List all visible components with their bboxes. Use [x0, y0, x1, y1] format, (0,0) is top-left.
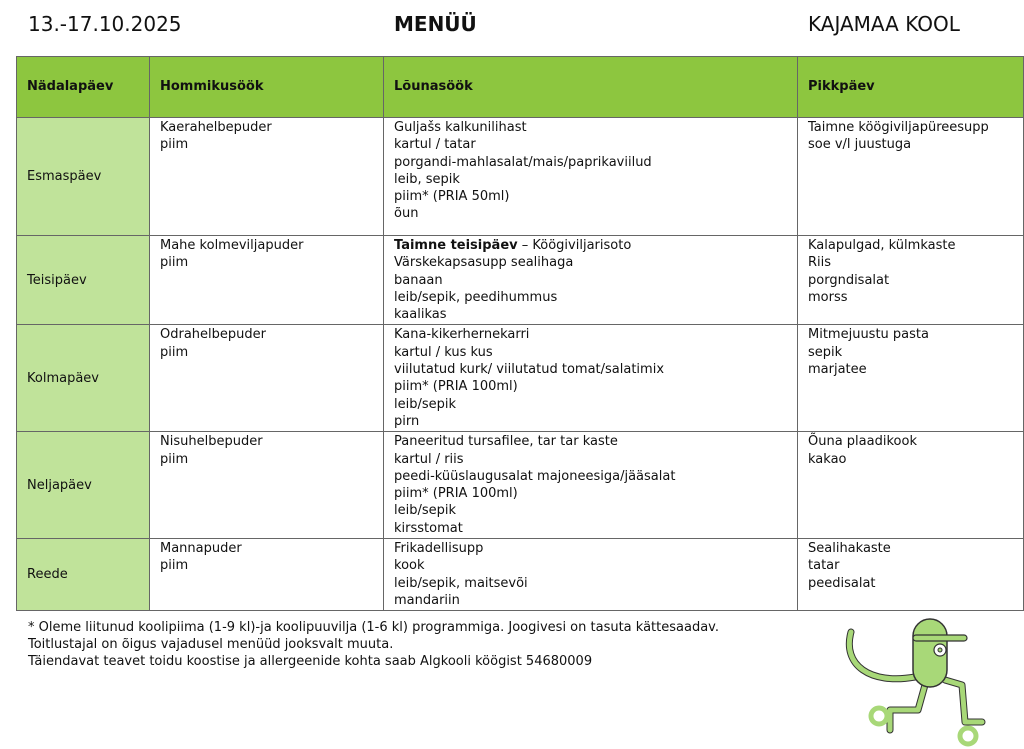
- menu-item: leib, sepik: [394, 171, 460, 187]
- menu-item: Taimne köögiviljapüreesupp: [808, 120, 989, 135]
- menu-item: Kana-kikerhernekarri: [394, 327, 530, 343]
- menu-item: kartul / riis: [394, 451, 464, 467]
- menu-item: Mitmejuustu pasta: [808, 327, 929, 343]
- lunch-cell: [384, 539, 798, 611]
- afternoon-cell: [798, 236, 1024, 325]
- table-header-row: [17, 57, 1024, 118]
- menu-item: Värskekapsasupp sealihaga: [394, 255, 574, 271]
- day-cell: Reede: [17, 539, 150, 611]
- menu-item: [394, 237, 787, 254]
- menu-item: leib/sepik: [394, 503, 457, 519]
- menu-item: banaan: [394, 272, 443, 288]
- menu-item: piim: [160, 137, 189, 153]
- menu-item: marjatee: [808, 362, 867, 378]
- afternoon-cell: [798, 118, 1024, 236]
- menu-item: leib/sepik, peedihummus: [394, 289, 558, 305]
- afternoon-cell: [798, 325, 1024, 432]
- menu-item: kirsstomat: [394, 520, 463, 536]
- breakfast-cell: [150, 432, 384, 539]
- lunch-cell: [384, 236, 798, 325]
- menu-date-range: 13.-17.10.2025: [28, 12, 182, 36]
- mascot-illustration: [830, 605, 1020, 749]
- menu-item: Paneeritud tursafilee, tar tar kaste: [394, 434, 618, 450]
- menu-item: piim: [160, 451, 189, 467]
- menu-item: Guljašs kalkunilihast: [394, 120, 527, 135]
- column-header: Nädalapäev: [17, 57, 150, 118]
- afternoon-cell: [798, 432, 1024, 539]
- table-row: [17, 539, 1024, 611]
- day-cell: Neljapäev: [17, 432, 150, 539]
- footnotes: [28, 619, 719, 670]
- menu-item: peedi-küüslaugusalat majoneesiga/jääsalat: [394, 468, 676, 484]
- day-cell: Teisipäev: [17, 236, 150, 325]
- menu-item: mandariin: [394, 592, 460, 608]
- menu-item: piim: [160, 558, 189, 574]
- menu-item: Riis: [808, 255, 832, 271]
- menu-item: Sealihakaste: [808, 541, 891, 557]
- afternoon-cell: [798, 539, 1024, 611]
- menu-item: Kalapulgad, külmkaste: [808, 238, 956, 253]
- menu-table: [16, 56, 1024, 611]
- menu-item: Odrahelbepuder: [160, 327, 266, 343]
- menu-item: õun: [394, 206, 419, 222]
- footnote: * Oleme liitunud koolipiima (1-9 kl)-ja koolipuuvilja (1-6 kl) programmiga. Joogivesi on tasuta kättesaadav.: [28, 620, 719, 635]
- menu-item: kartul / kus kus: [394, 344, 493, 360]
- lunch-cell: [384, 325, 798, 432]
- footnote: Täiendavat teavet toidu koostise ja allergeenide kohta saab Algkooli köögist 54680009: [28, 654, 593, 669]
- column-header: Pikkpäev: [798, 57, 1024, 118]
- menu-item: Nisuhelbepuder: [160, 434, 263, 450]
- menu-item: Frikadellisupp: [394, 541, 484, 557]
- menu-item: piim* (PRIA 100ml): [394, 486, 518, 502]
- menu-item: peedisalat: [808, 575, 876, 591]
- menu-item: kook: [394, 558, 425, 574]
- menu-item: Mannapuder: [160, 541, 242, 557]
- menu-item-text: – Köögiviljarisoto: [517, 238, 632, 253]
- menu-item: leib/sepik: [394, 396, 457, 412]
- menu-item: piim: [160, 255, 189, 271]
- breakfast-cell: [150, 539, 384, 611]
- menu-item: leib/sepik, maitsevõi: [394, 575, 528, 591]
- menu-item: piim* (PRIA 100ml): [394, 379, 518, 395]
- menu-item: soe v/l juustuga: [808, 137, 912, 153]
- lunch-theme: Taimne teisipäev: [394, 238, 518, 253]
- menu-item: viilutatud kurk/ viilutatud tomat/salatimix: [394, 362, 665, 378]
- menu-item: porgandi-mahlasalat/mais/paprikaviilud: [394, 154, 652, 170]
- menu-item: kakao: [808, 451, 847, 467]
- menu-item: Mahe kolmeviljapuder: [160, 238, 304, 253]
- menu-item: pirn: [394, 413, 420, 429]
- menu-item: sepik: [808, 344, 843, 360]
- breakfast-cell: [150, 118, 384, 236]
- menu-item: piim* (PRIA 50ml): [394, 189, 510, 205]
- day-cell: Esmaspäev: [17, 118, 150, 236]
- menu-item: kartul / tatar: [394, 137, 476, 153]
- column-header: Lõunasöök: [384, 57, 798, 118]
- page-title: MENÜÜ: [394, 12, 477, 36]
- menu-item: Õuna plaadikook: [808, 434, 917, 450]
- breakfast-cell: [150, 236, 384, 325]
- menu-item: Kaerahelbepuder: [160, 120, 272, 135]
- table-row: [17, 236, 1024, 325]
- lunch-cell: [384, 118, 798, 236]
- breakfast-cell: [150, 325, 384, 432]
- table-row: [17, 118, 1024, 236]
- table-row: [17, 325, 1024, 432]
- menu-item: piim: [160, 344, 189, 360]
- school-name: KAJAMAA KOOL: [808, 12, 960, 36]
- column-header: Hommikusöök: [150, 57, 384, 118]
- menu-item: kaalikas: [394, 307, 447, 323]
- menu-item: porgndisalat: [808, 272, 890, 288]
- menu-item: morss: [808, 289, 848, 305]
- footnote: Toitlustajal on õigus vajadusel menüüd jooksvalt muuta.: [28, 637, 394, 652]
- lunch-cell: [384, 432, 798, 539]
- table-row: [17, 432, 1024, 539]
- day-cell: Kolmapäev: [17, 325, 150, 432]
- menu-item: tatar: [808, 558, 840, 574]
